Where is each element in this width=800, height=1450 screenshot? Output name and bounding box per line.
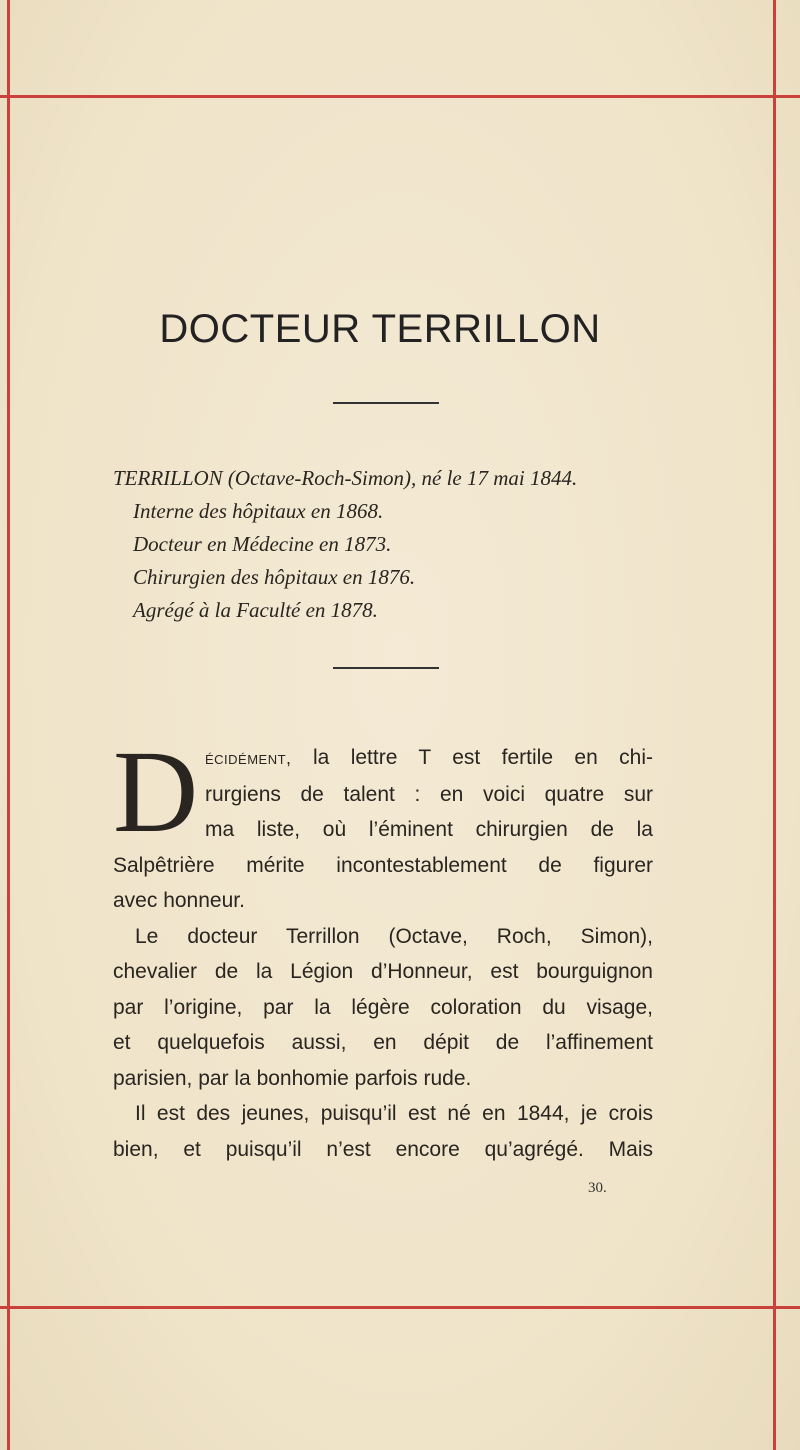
- paragraph-line: bien, et puisqu’il n’est encore qu’agrégé. Mais: [113, 1137, 653, 1161]
- paragraph-line: parisien, par la bonhomie parfois rude.: [113, 1066, 472, 1090]
- paragraph-line: Il est des jeunes, puisqu’il est né en 1844, je crois: [135, 1102, 653, 1125]
- bio-line: Docteur en Médecine en 1873.: [133, 532, 392, 556]
- paragraph-line: avec honneur.: [113, 889, 245, 912]
- top-red-rule: [0, 95, 800, 98]
- paragraph-line: et quelquefois aussi, en dépit de l’affinement: [113, 1031, 653, 1054]
- title-divider: [333, 402, 439, 404]
- page-title: DOCTEUR TERRILLON: [159, 307, 601, 351]
- line-text: la lettre T est fertile en chi-: [291, 746, 653, 769]
- left-red-rule: [7, 0, 10, 1450]
- paragraph-line: rurgiens de talent : en voici quatre sur: [205, 782, 653, 806]
- paragraph-line: Le docteur Terrillon (Octave, Roch, Simon),: [135, 924, 653, 948]
- bio-divider: [333, 667, 439, 669]
- page-number: 30.: [588, 1180, 607, 1196]
- body-text: [113, 726, 653, 1167]
- biography-block: [113, 462, 693, 627]
- paragraph-line: chevalier de la Légion d’Honneur, est bourguignon: [113, 960, 653, 983]
- paragraph-line: par l’origine, par la légère coloration du visage,: [113, 995, 653, 1019]
- opening-word: écidément,: [205, 748, 292, 768]
- drop-cap: D: [113, 726, 199, 857]
- paragraph-line: Salpêtrière mérite incontestablement de figurer: [113, 853, 653, 877]
- bottom-red-rule: [0, 1306, 800, 1309]
- bio-line: Chirurgien des hôpitaux en 1876.: [133, 565, 416, 589]
- bio-line: Interne des hôpitaux en 1868.: [133, 499, 384, 523]
- right-red-rule: [773, 0, 776, 1450]
- bio-line: TERRILLON (Octave-Roch-Simon), né le 17 mai 1844.: [113, 466, 578, 490]
- paragraph-line: ma liste, où l’éminent chirurgien de la: [205, 818, 653, 841]
- bio-line: Agrégé à la Faculté en 1878.: [133, 598, 378, 622]
